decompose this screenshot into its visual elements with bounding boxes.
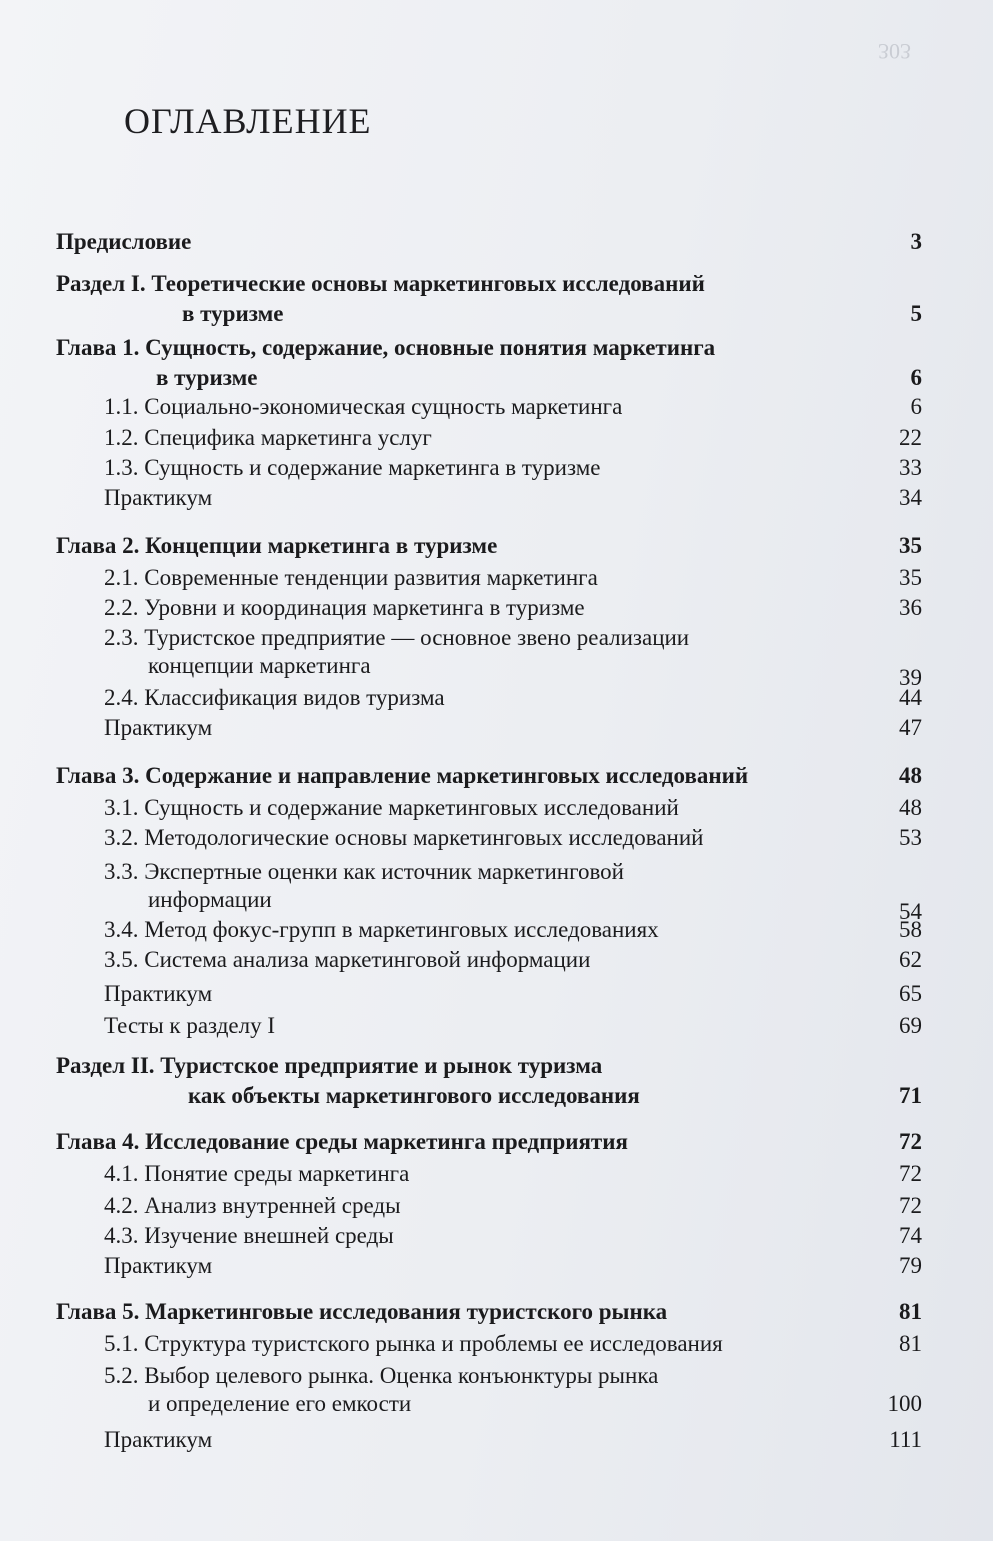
entry-title: 3.2. Методологические основы маркетинговых исследований	[104, 825, 704, 850]
entry-page: 22	[899, 425, 922, 450]
entry-page: 81	[899, 1299, 922, 1324]
entry-page: 35	[899, 533, 922, 558]
entry-page: 48	[899, 763, 922, 788]
entry-title-continuation: как объекты маркетингового исследования	[188, 1083, 640, 1108]
entry-title: Практикум	[104, 981, 213, 1006]
entry-title-continuation: и определение его емкости	[148, 1391, 412, 1416]
entry-title: Практикум	[104, 1427, 213, 1452]
entry-title: 4.3. Изучение внешней среды	[104, 1223, 394, 1248]
entry-title: 3.3. Экспертные оценки как источник маркетинговой	[104, 859, 624, 884]
entry-title: 1.2. Специфика маркетинга услуг	[104, 425, 432, 450]
entry-title: 2.1. Современные тенденции развития маркетинга	[104, 565, 598, 590]
entry-page: 74	[899, 1223, 922, 1248]
entry-title: 2.3. Туристское предприятие — основное звено реализации	[104, 625, 690, 650]
entry-title: Глава 5. Маркетинговые исследования туристского рынка	[56, 1299, 668, 1324]
entry-page: 53	[899, 825, 922, 850]
entry-page: 72	[899, 1161, 922, 1186]
entry-title: 1.3. Сущность и содержание маркетинга в туризме	[104, 455, 601, 480]
entry-title: 2.4. Классификация видов туризма	[104, 685, 445, 710]
entry-title: 5.1. Структура туристского рынка и проблемы ее исследования	[104, 1331, 723, 1356]
entry-title-continuation: информации	[148, 887, 272, 912]
entry-title: 2.2. Уровни и координация маркетинга в туризме	[104, 595, 585, 620]
entry-page: 54	[899, 899, 922, 924]
entry-page: 6	[910, 365, 922, 390]
entry-page: 65	[899, 981, 922, 1006]
entry-page: 72	[899, 1129, 922, 1154]
entry-page: 44	[899, 685, 922, 710]
entry-page: 33	[899, 455, 922, 480]
entry-page: 34	[899, 485, 922, 510]
entry-page: 47	[899, 715, 922, 740]
entry-page: 35	[899, 565, 922, 590]
bleed-through-page-number: 303	[878, 39, 911, 64]
entry-title: 5.2. Выбор целевого рынка. Оценка конъюнктуры рынка	[104, 1363, 659, 1388]
entry-page: 62	[899, 947, 922, 972]
entry-title: Раздел I. Теоретические основы маркетинговых исследований	[56, 271, 705, 296]
entry-title: Раздел II. Туристское предприятие и рынок туризма	[56, 1053, 603, 1078]
entry-page: 81	[899, 1331, 922, 1356]
entry-title: 4.1. Понятие среды маркетинга	[104, 1161, 410, 1186]
entry-page: 79	[899, 1253, 922, 1278]
entry-title: Практикум	[104, 485, 213, 510]
entry-title: 3.5. Система анализа маркетинговой информации	[104, 947, 591, 972]
entry-title: Глава 3. Содержание и направление маркетинговых исследований	[56, 763, 749, 788]
entry-page: 39	[899, 665, 922, 690]
entry-title: 3.4. Метод фокус-групп в маркетинговых исследованиях	[104, 917, 659, 942]
entry-page: 69	[899, 1013, 922, 1038]
entry-page: 58	[899, 917, 922, 942]
entry-title: Глава 1. Сущность, содержание, основные понятия маркетинга	[56, 335, 716, 360]
entry-title: 4.2. Анализ внутренней среды	[104, 1193, 401, 1218]
entry-title: Тесты к разделу I	[104, 1013, 276, 1038]
entry-title: Практикум	[104, 715, 213, 740]
entry-page: 72	[899, 1193, 922, 1218]
toc-heading: ОГЛАВЛЕНИЕ	[124, 101, 372, 141]
entry-title: 1.1. Социально-экономическая сущность маркетинга	[104, 394, 623, 419]
entry-title: Практикум	[104, 1253, 213, 1278]
entry-page: 111	[889, 1427, 922, 1452]
entry-title-continuation: в туризме	[182, 301, 284, 326]
entry-title-continuation: концепции маркетинга	[148, 653, 371, 678]
entry-page: 36	[899, 595, 922, 620]
entry-page: 5	[910, 301, 922, 326]
entry-page: 71	[899, 1083, 922, 1108]
entry-page: 3	[910, 229, 922, 254]
entry-title: Глава 4. Исследование среды маркетинга предприятия	[56, 1129, 628, 1154]
entry-title-continuation: в туризме	[156, 365, 258, 390]
entry-page: 6	[910, 394, 922, 419]
entry-page: 100	[887, 1391, 922, 1416]
entry-page: 48	[899, 795, 922, 820]
entry-title: Глава 2. Концепции маркетинга в туризме	[56, 533, 498, 558]
entry-title: Предисловие	[56, 229, 192, 254]
entry-title: 3.1. Сущность и содержание маркетинговых исследований	[104, 795, 679, 820]
